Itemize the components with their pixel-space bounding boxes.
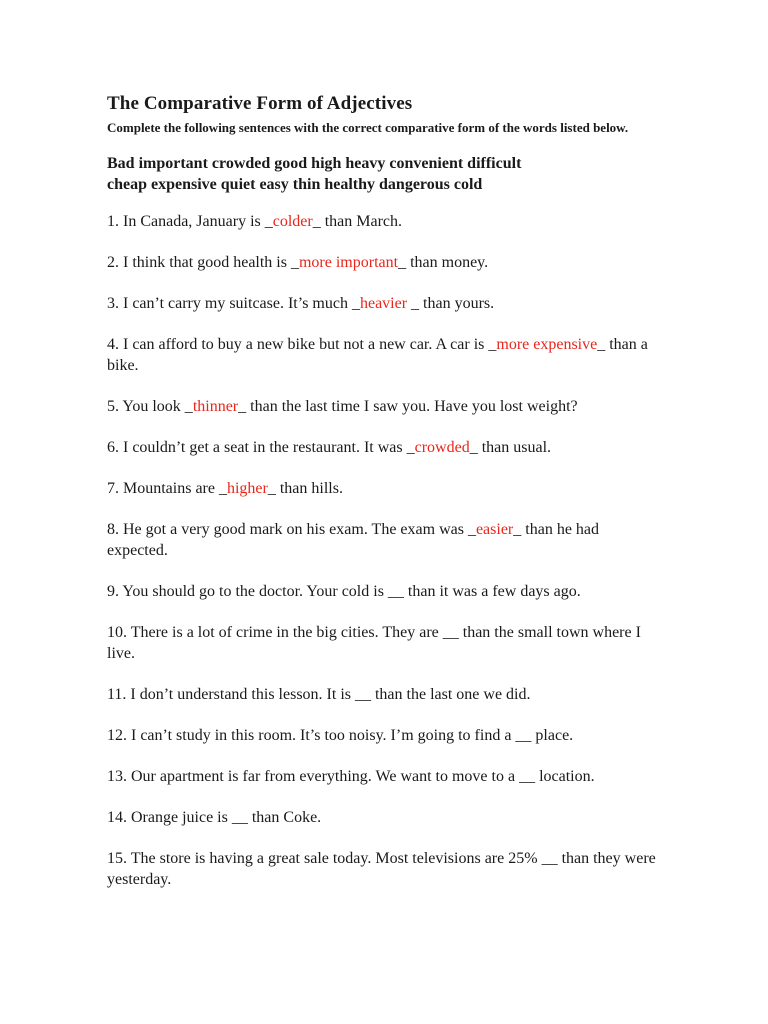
word-bank [107,153,667,195]
answer-text: more important [298,254,399,271]
question-13 [107,766,663,787]
question-text: _ than money. [398,254,489,271]
question-6 [107,437,663,458]
question-10 [107,622,663,664]
question-15 [107,848,663,890]
question-text: _ than hills. [267,480,343,497]
answer-text: crowded [414,439,470,456]
question-text: _ than he had expected. [107,521,600,559]
question-text: _ than yours. [407,295,495,312]
question-8 [107,519,663,561]
answer-text: thinner [192,398,239,415]
answer-text: easier [475,521,514,538]
question-12 [107,725,663,746]
question-text: 6. I couldn’t get a seat in the restaurant. It was _ [107,439,415,456]
question-5 [107,396,663,417]
question-text: 4. I can afford to buy a new bike but not a new car. A car is _ [107,336,497,353]
answer-text: higher [226,480,268,497]
question-text: 9. You should go to the doctor. Your cold is __ than it was a few days ago. [107,583,581,600]
question-text: 5. You look _ [107,398,193,415]
question-text: _ than usual. [469,439,552,456]
question-9 [107,581,663,602]
worksheet-title: The Comparative Form of Adjectives [107,93,413,114]
word-bank-line-2: cheap expensive quiet easy thin healthy dangerous cold [107,176,483,193]
answer-text: heavier [359,295,408,312]
question-text: _ than a bike. [107,336,648,374]
question-text: 13. Our apartment is far from everything. We want to move to a __ location. [107,768,595,785]
question-text: 11. I don’t understand this lesson. It is __ than the last one we did. [107,686,531,703]
question-text: 10. There is a lot of crime in the big cities. They are __ than the small town where I live. [107,624,641,662]
question-text: 3. I can’t carry my suitcase. It’s much _ [107,295,360,312]
question-text: 8. He got a very good mark on his exam. The exam was _ [107,521,476,538]
answer-text: colder [272,213,313,230]
question-7 [107,478,663,499]
word-bank-line-1: Bad important crowded good high heavy convenient difficult [107,155,522,172]
question-text: _ than March. [312,213,403,230]
question-text: 15. The store is having a great sale today. Most televisions are 25% __ than they were [107,850,656,867]
question-text: 2. I think that good health is _ [107,254,299,271]
question-text: 7. Mountains are _ [107,480,227,497]
question-text: 12. I can’t study in this room. It’s too noisy. I’m going to find a __ place. [107,727,574,744]
question-text: 1. In Canada, January is _ [107,213,273,230]
question-11 [107,684,663,705]
question-list [107,211,667,890]
instructions: Complete the following sentences with the correct comparative form of the words listed below. [107,120,629,135]
question-14 [107,807,663,828]
question-text-continued: yesterday. [107,871,172,888]
question-3 [107,293,663,314]
question-1 [107,211,663,232]
question-text: _ than the last time I saw you. Have you lost weight? [238,398,578,415]
worksheet [107,93,667,910]
question-text: 14. Orange juice is __ than Coke. [107,809,322,826]
question-2 [107,252,663,273]
question-4 [107,334,663,376]
answer-text: more expensive [496,336,598,353]
